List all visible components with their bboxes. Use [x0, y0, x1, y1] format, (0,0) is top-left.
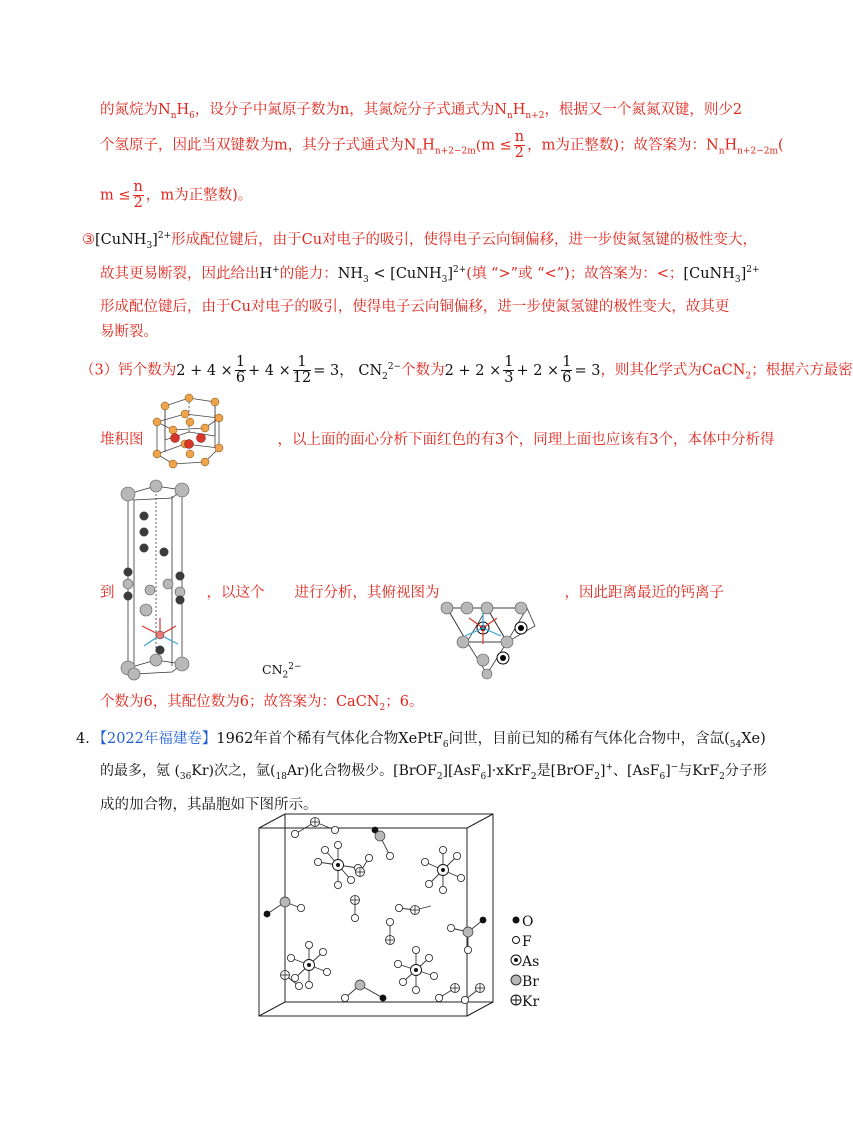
crystal-cell-figure [255, 810, 500, 1020]
para1-line2: 个氢原子，因此当双键数为m，其分子式通式为$N_nH_{n+2-2m}(m$ ≤ $\frac{n}{2}$ ，m为正整数)；故答案为：$N_nH_{n+2-2m}$( [100, 129, 784, 161]
cn2-fig-label: $CN_2^{2-}$ [262, 662, 302, 681]
legend-item-f: F [510, 932, 539, 952]
column-structure-figure [110, 480, 200, 680]
para3-line3: 到 ，以这个 进行分析，其俯视图为 ，因此距离最近的钙离子 [100, 585, 724, 601]
kr-atom-icon [510, 994, 522, 1006]
q4-line2: 的最多，氪 $(_{36}Kr)$次之，氩$(_{18}Ar)$化合物极少。[BrOF$_2$][AsF$_6$]·xKrF$_2$是[BrOF$_2$]+、[AsF$_6$]−与KrF$_2$分子形 [100, 762, 767, 782]
para2-line4: 易断裂。 [100, 324, 158, 340]
q4-line1: 4．【2022年福建卷】1962年首个稀有气体化合物XePtF$_6$问世，目前已知的稀有气体化合物中，含氙$(_{54}Xe)$ [76, 731, 766, 750]
para2-line2: 故其更易断裂，因此给出H+的能力：$NH_3$ < [CuNH$_3$]$^{2+}$(填 “>”或 “<”)；故答案为：<；[CuNH$_3$]$^{2+}$ [100, 265, 760, 285]
para1-line3: m ≤ $\frac{n}{2}$ ，m为正整数)。 [100, 179, 253, 211]
para2-line1: ③[CuNH$_3$]$^{2+}$形成配位键后，由于Cu对电子的吸引，使得电子云向铜偏移，进一步使氮氢键的极性变大， [82, 231, 758, 251]
as-atom-icon [510, 954, 522, 966]
top-view-figure [435, 596, 545, 678]
para3-line1: （3）钙个数为2 + 4 × $\frac{1}{6}$ + 4 × $\frac{1}{12}$ = 3， $CN_2^{2-}$个数为2 + 2 × $\frac{1}{3}$ + 2 × $\frac{1}{6}$ = 3，则其化学式为CaCN$_2$；根据六方最密 [80, 354, 853, 386]
q4-line3: 成的加合物，其晶胞如下图所示。 [100, 797, 318, 813]
br-atom-icon [510, 974, 522, 986]
o-atom-icon [510, 914, 522, 926]
para3-line2: 堆积图 ，以上面的面心分析下面红色的有3个，同理上面也应该有3个，本体中分析得 [100, 432, 775, 448]
para2-line3: 形成配位键后，由于Cu对电子的吸引，使得电子云向铜偏移，进一步使氮氢键的极性变大，故其更 [100, 299, 730, 315]
legend-item-br: Br [510, 972, 539, 992]
legend [510, 912, 539, 1012]
para1-line1: 的氮烷为$N_nH_6$，设分子中氮原子数为n，其氮烷分子式通式为$N_nH_{n+2}$，根据又一个氮氮双键，则少2 [100, 102, 743, 121]
legend-item-kr: Kr [510, 992, 539, 1012]
legend-item-o: O [510, 912, 539, 932]
f-atom-icon [510, 934, 522, 946]
para3-line4: 个数为6，其配位数为6；故答案为：CaCN$_2$；6。 [100, 694, 424, 713]
legend-item-as: As [510, 952, 539, 972]
